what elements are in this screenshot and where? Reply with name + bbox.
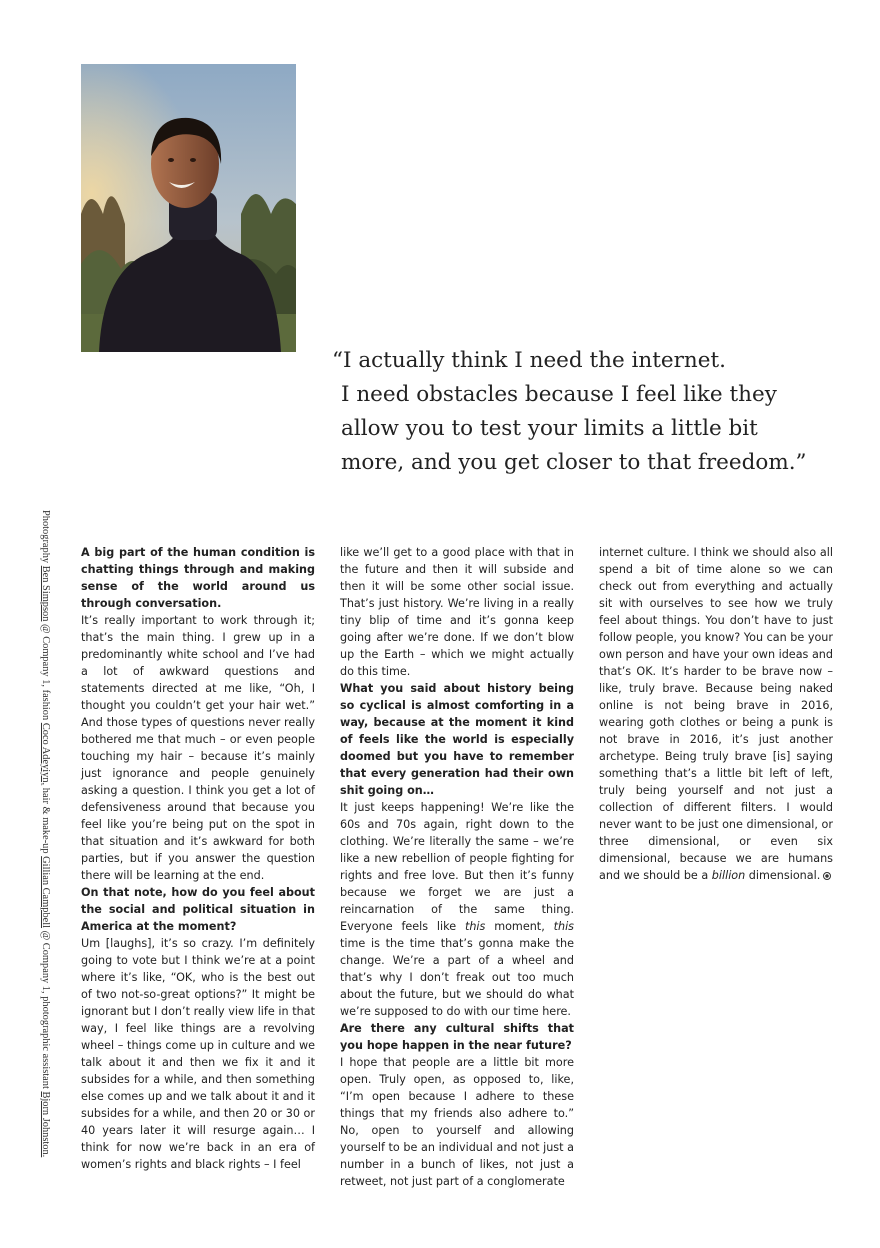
pull-quote-line: I need obstacles because I feel like they xyxy=(341,382,777,407)
credit-stylist: Coco Adeyiyn, xyxy=(40,722,51,786)
article-column-3 xyxy=(599,544,833,884)
interview-answer: It’s really important to work through it; that’s the main thing. I grew up in a predominantly white school and I’ve had a lot of awkward questions and statements directed at me like, “Oh, I thought you couldn’t get your hair wet.” And those types of questions never really bothered me that much – or even people touching my hair – because it’s mainly just ignorance and people genuinely asking a question. I think you get a lot of defensiveness around that because you feel like you’re being put on the spot in that situation and it’s awkward for both parties, but if you answer the question there will be learning at the end. xyxy=(81,614,315,882)
interview-question: A big part of the human condition is chatting things through and making sense of the world around us through conversation. xyxy=(81,546,315,610)
credit-assistant: Bjorn Johnston. xyxy=(40,1091,51,1158)
interview-answer xyxy=(340,799,574,1020)
pull-quote-line: allow you to test your limits a little bit xyxy=(341,416,758,441)
interview-answer xyxy=(599,544,833,884)
photo-credit xyxy=(38,510,52,1160)
pull-quote xyxy=(332,344,807,480)
interview-question: On that note, how do you feel about the social and political situation in America at the moment? xyxy=(81,886,315,933)
answer-emphasis: billion xyxy=(711,869,746,882)
article-column-2 xyxy=(340,544,574,1190)
pull-quote-line: “I actually think I need the internet. xyxy=(332,348,726,373)
interview-answer: Um [laughs], it’s so crazy. I’m definitely going to vote but I think we’re at a point where it’s like, “OK, who is the best out of two not-so-great options?” It might be ignorant but I don’t really view life in that way, I feel like things are a revolving wheel – things come up in culture and we talk about it and then we fix it and it subsides for a while, and then something else comes up and we talk about it and it subsides for a while, and then 20 or 30 or 40 years later it will resurge again… I think for now we’re back in an era of women’s rights and black rights – I feel xyxy=(81,937,315,1171)
interview-answer: I hope that people are a little bit more open. Truly open, as opposed to, like, “I’m open because I adhere to these things that my friends also adhere to.” No, open to yourself and allowing yourself to be an individual and not just a number in a bunch of likes, not just a retweet, not just part of a conglomerate xyxy=(340,1056,574,1188)
answer-text: dimensional. xyxy=(745,869,821,882)
answer-text: internet culture. I think we should also all spend a bit of time alone so we can check out from everything and actually sit with ourselves to see how we truly feel about things. You don’t have to just follow people, you know? You can be your own person and have your own ideas and that’s OK. It’s harder to be brave now – like, truly brave. Because being naked online is not being brave in 2016, wearing goth clothes or being a punk is not brave in 2016, it’s just another archetype. Being truly brave [is] saying something that’s a little bit left of left, truly being yourself and not just a collection of different filters. I would never want to be just one dimensional, or three dimensional, or even six dimensional, because we are humans and we should be a xyxy=(599,546,833,882)
credit-agency: @ Company 1, fashion xyxy=(40,624,51,721)
pull-quote-line: more, and you get closer to that freedom.” xyxy=(341,450,807,475)
credit-hair-label: hair & make-up xyxy=(40,787,51,854)
credit-hair-artist: Gillian Campbell xyxy=(40,856,51,929)
credit-photographer: Ben Simpson xyxy=(40,565,51,622)
answer-emphasis: this xyxy=(553,920,575,933)
interview-question: What you said about history being so cyclical is almost comforting in a way, because at the moment it kind of feels like the world is especially doomed but you have to remember that every generation had their own shit going on… xyxy=(340,682,574,797)
portrait-photo xyxy=(81,64,296,352)
credit-label: Photography xyxy=(40,510,51,564)
interview-answer: like we’ll get to a good place with that in the future and then it will subside and then it will be some other social issue. That’s just history. We’re living in a really tiny blip of time and it’s gonna keep going after we’re done. If we don’t blow up the Earth – which we might actually do this time. xyxy=(340,546,574,678)
answer-text: It just keeps happening! We’re like the 60s and 70s again, right down to the clothing. We’re literally the same – we’re like a new rebellion of people fighting for rights and free love. But then it’s funny because we forget we are just a reincarnation of the same thing. Everyone feels like xyxy=(340,801,574,933)
interview-question: Are there any cultural shifts that you hope happen in the near future? xyxy=(340,1022,574,1052)
end-mark-icon xyxy=(823,872,831,880)
answer-text: time is the time that’s gonna make the change. We’re a part of a wheel and that’s why I don’t freak out too much about the future, but we should do what we’re supposed to do with our time here. xyxy=(340,937,574,1018)
credit-agency: @ Company 1, photographic assistant xyxy=(40,930,51,1089)
answer-text: moment, xyxy=(485,920,554,933)
answer-emphasis: this xyxy=(464,920,486,933)
article-column-1 xyxy=(81,544,315,1173)
